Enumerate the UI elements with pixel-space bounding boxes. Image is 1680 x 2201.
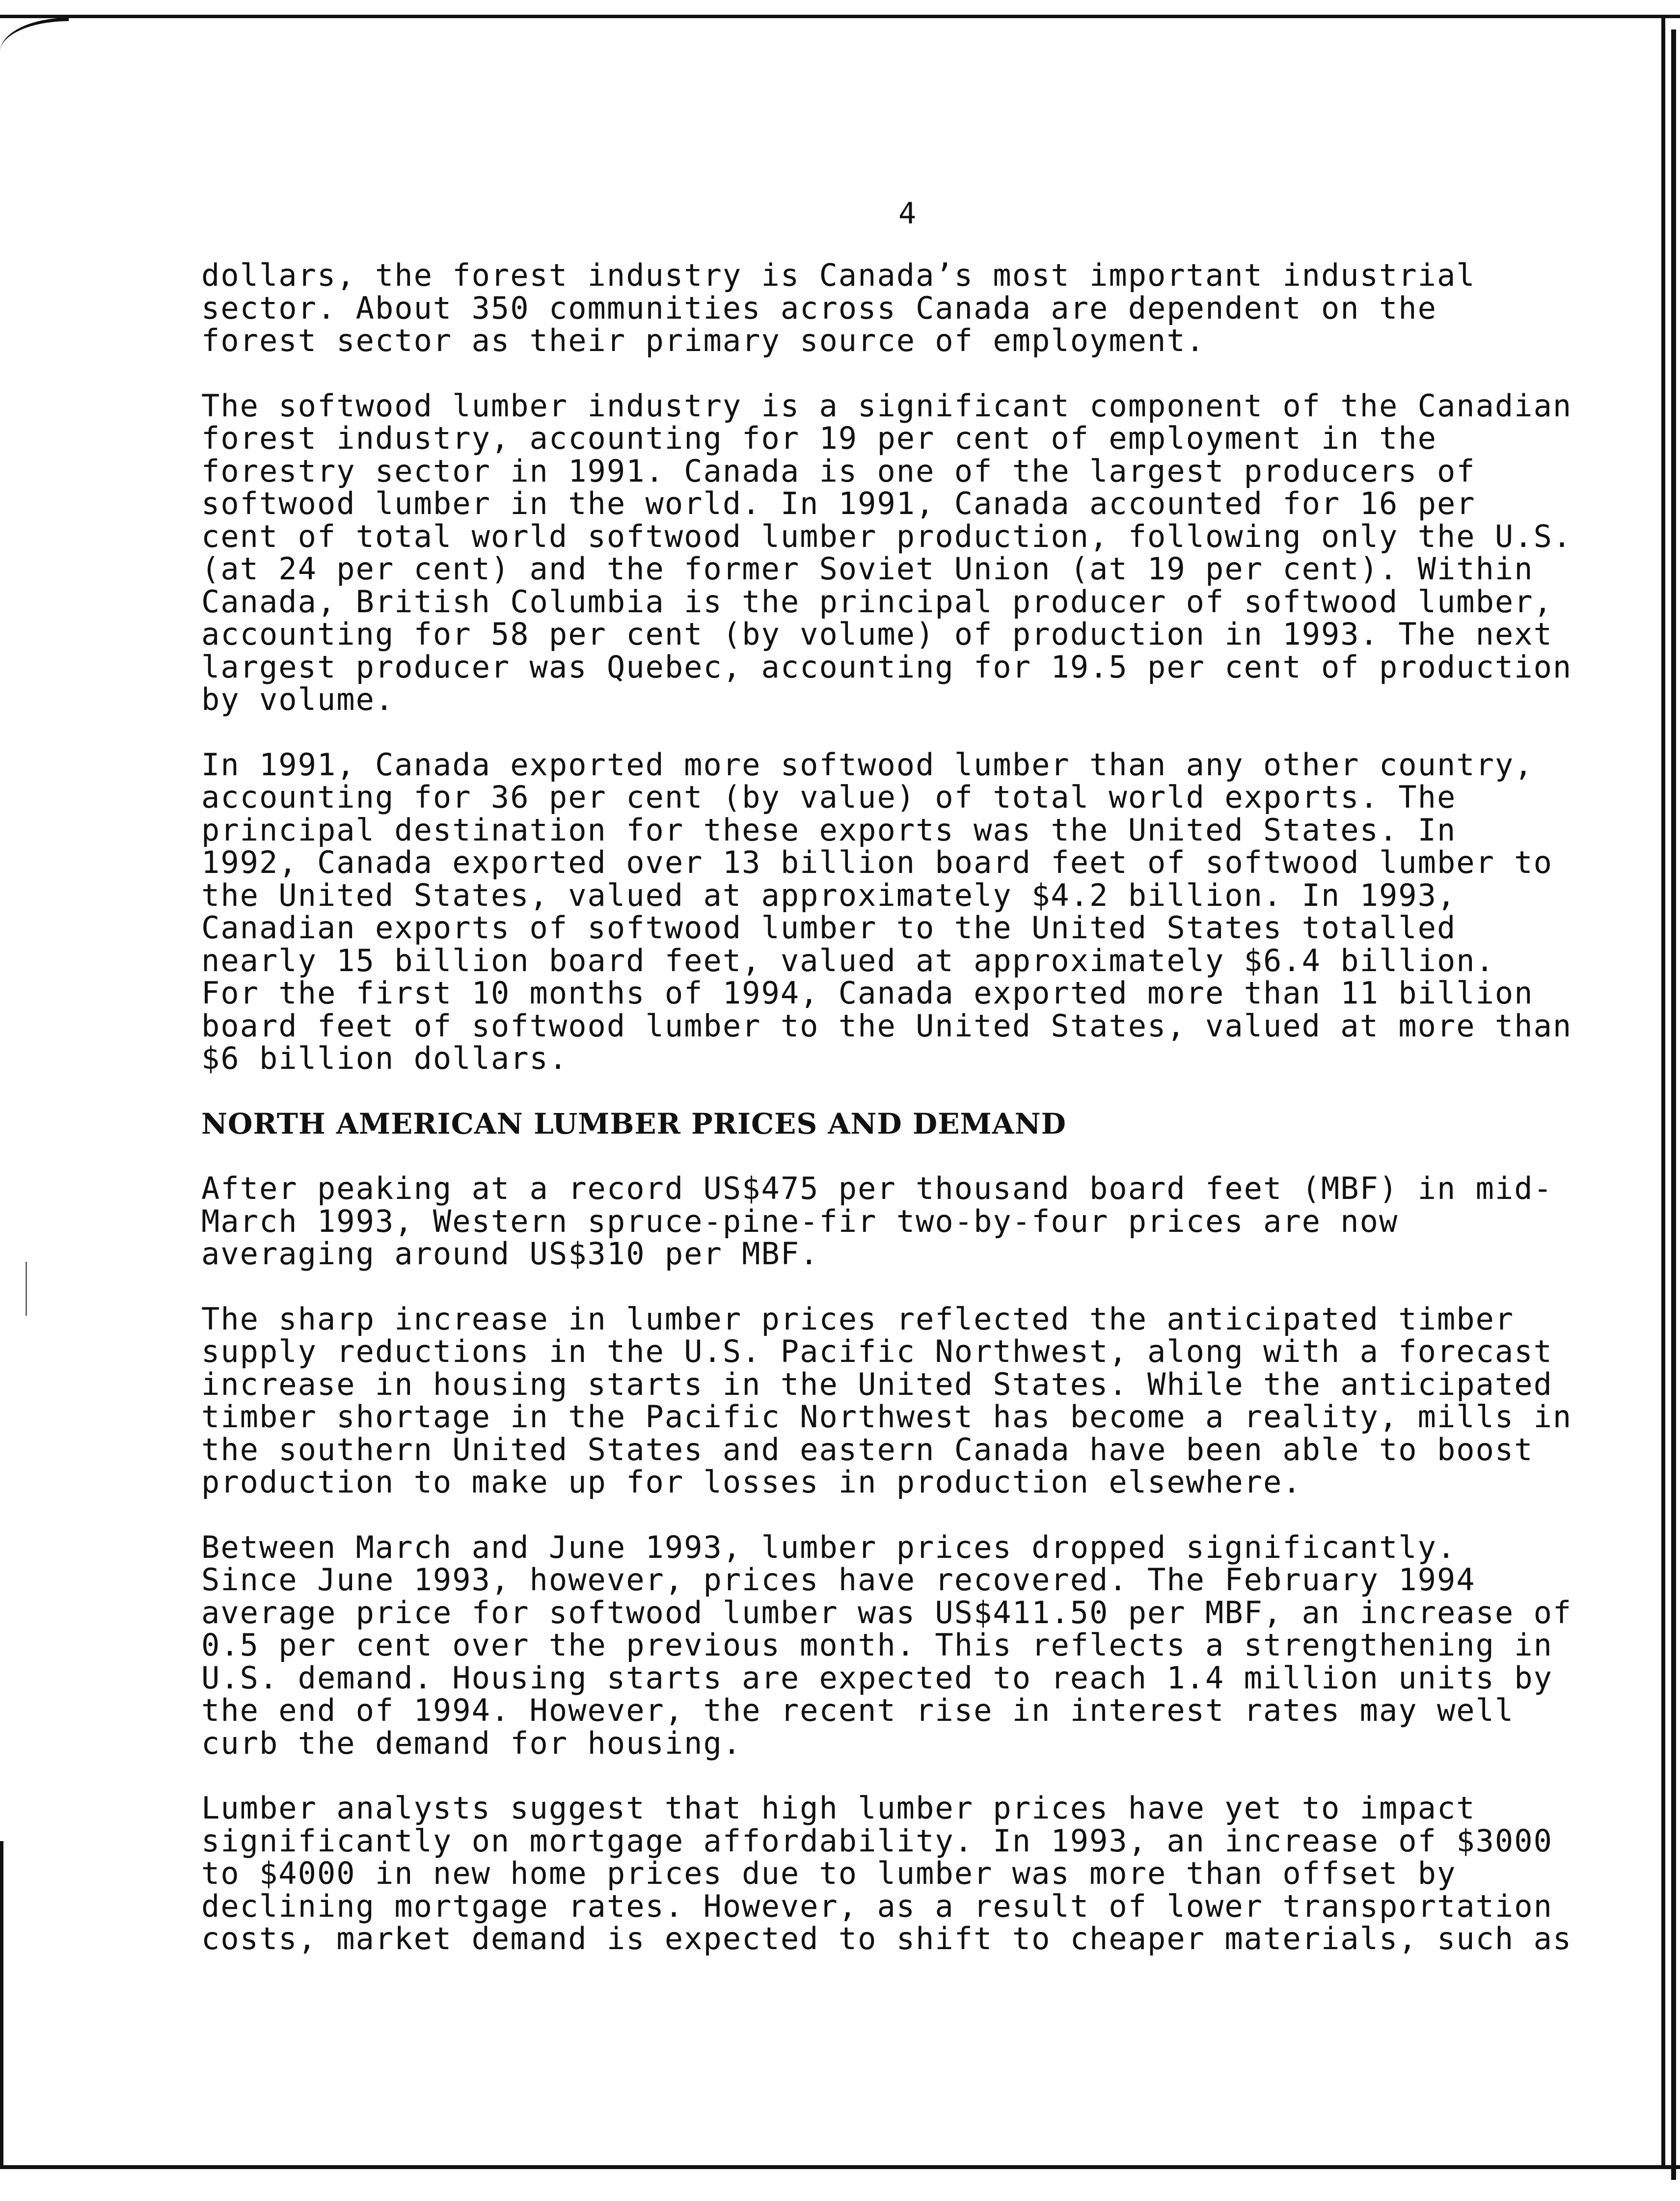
page-frame-bottom-border: [0, 2165, 1680, 2170]
document-body: [201, 259, 1635, 1988]
scan-artifact-mark: [26, 1262, 27, 1316]
page-frame-right-border-inner: [1661, 15, 1665, 2165]
paragraph-price-recovery: Between March and June 1993, lumber prices dropped significantly. Since June 1993, however, prices have recovered. The February 1994 average price for softwood lumber was US$411.50 per MBF, an increase of 0.5 per cent over the previous month. This reflects a strengthening in U.S. demand. Housing starts are expected to reach 1.4 million units by the end of 1994. However, the recent rise in interest rates may well curb the demand for housing.: [201, 1529, 1572, 1761]
paragraph-softwood-industry: The softwood lumber industry is a significant component of the Canadian forest industry, accounting for 19 per cent of employment in the forestry sector in 1991. Canada is one of the largest producers of softwood lumber in the world. In 1991, Canada accounted for 16 per cent of total world softwood lumber production, following only the U.S. (at 24 per cent) and the former Soviet Union (at 19 per cent). Within Canada, British Columbia is the principal producer of softwood lumber, accounting for 58 per cent (by volume) of production in 1993. The next largest producer was Quebec, accounting for 19.5 per cent of production by volume.: [201, 387, 1572, 717]
paragraph-softwood-exports: In 1991, Canada exported more softwood lumber than any other country, accounting for 36 per cent (by value) of total world exports. The principal destination for these exports was the United States. In 1992, Canada exported over 13 billion board feet of softwood lumber to the United States, valued at approximately $4.2 billion. In 1993, Canadian exports of softwood lumber to the United States totalled nearly 15 billion board feet, valued at approximately $6.4 billion. For the first 10 months of 1994, Canada exported more than 11 billion board feet of softwood lumber to the United States, valued at more than $6 billion dollars.: [201, 746, 1572, 1076]
page-frame-top-left-curve: [0, 18, 69, 52]
page-frame-left-border-lower: [0, 1841, 3, 2165]
page-frame-top-border: [0, 15, 1680, 21]
page-frame-right-border-outer: [1671, 29, 1676, 2180]
section-heading-lumber-prices: NORTH AMERICAN LUMBER PRICES AND DEMAND: [201, 1107, 1066, 1141]
page-number: 4: [898, 196, 917, 231]
paragraph-forest-industry-importance: dollars, the forest industry is Canada’s most important industrial sector. About 350 communities across Canada are dependent on the forest sector as their primary source of employment.: [201, 257, 1476, 358]
paragraph-price-peak: After peaking at a record US$475 per thousand board feet (MBF) in mid- March 1993, Western spruce-pine-fir two-by-four prices are now averaging around US$310 per MBF.: [201, 1170, 1553, 1272]
paragraph-price-increase-causes: The sharp increase in lumber prices reflected the anticipated timber supply reductions in the U.S. Pacific Northwest, along with a forecast increase in housing starts in the United States. While the anticipated timber shortage in the Pacific Northwest has become a reality, mills in the southern United States and eastern Canada have been able to boost production to make up for losses in production elsewhere.: [201, 1301, 1572, 1500]
paragraph-mortgage-affordability: Lumber analysts suggest that high lumber prices have yet to impact significantly on mortgage affordability. In 1993, an increase of $3000 to $4000 in new home prices due to lumber was more than offset by declining mortgage rates. However, as a result of lower transportation costs, market demand is expected to shift to cheaper materials, such as: [201, 1790, 1572, 1956]
